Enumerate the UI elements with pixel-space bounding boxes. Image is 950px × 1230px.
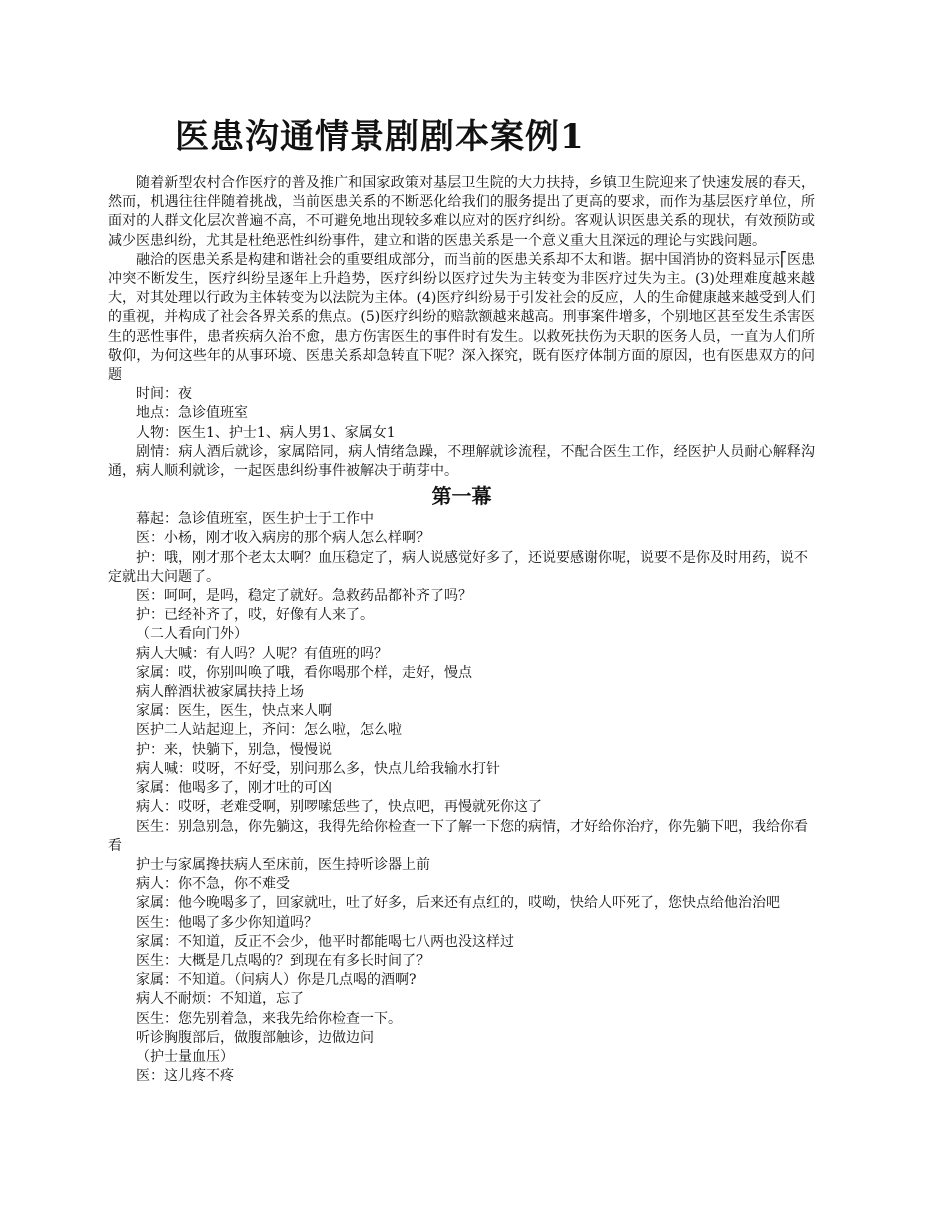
script-line: 病人：你不急，你不难受 [136, 876, 290, 893]
script-line: 医生：您先别着急，来我先给你检查一下。 [136, 1010, 402, 1027]
stage-direction: 听诊胸腹部后，做腹部触诊，边做边问 [136, 1029, 374, 1046]
script-line: 护：已经补齐了，哎，好像有人来了。 [136, 607, 374, 624]
setting-location: 地点：急诊值班室 [136, 405, 248, 422]
script-line: 家属：医生，医生，快点来人啊 [136, 703, 332, 720]
act-heading: 第一幕 [431, 484, 492, 509]
script-line: 医生：他喝了多少你知道吗？ [136, 914, 318, 931]
script-line: 医护二人站起迎上，齐问：怎么啦，怎么啦 [136, 722, 402, 739]
stage-direction: （二人看向门外） [136, 626, 248, 643]
intro-paragraph-1: 随着新型农村合作医疗的普及推广和国家政策对基层卫生院的大力扶持，乡镇卫生院迎来了快速发展的春天，然而，机遇往往伴随着挑战，当前医患关系的不断恶化给我们的服务提出了更高的要求，而作为基层医疗单位，所面对的人群文化层次普遍不高，不可避免地出现较多难以应对的医疗纠纷。客观认识医患关系的现状，有效预防或减少医患纠纷，尤其是杜绝恶性纠纷事件，建立和谐的医患关系是一个意义重大且深远的理论与实践问题。 [108, 175, 815, 249]
script-line: 幕起：急诊值班室，医生护士于工作中 [136, 511, 374, 528]
script-line: 医：呵呵，是吗，稳定了就好。急救药品都补齐了吗？ [136, 588, 472, 605]
setting-time: 时间：夜 [136, 386, 192, 403]
script-line: 医：小杨，刚才收入病房的那个病人怎么样啊？ [136, 530, 430, 547]
script-line: 医：这儿疼不疼 [136, 1068, 234, 1085]
script-line: 家属：哎，你别叫唤了哦，看你喝那个样，走好，慢点 [136, 664, 472, 681]
script-line: 病人不耐烦：不知道，忘了 [136, 991, 304, 1008]
script-line: 医生：大概是几点喝的？到现在有多长时间了？ [136, 952, 430, 969]
script-line: 病人喊：哎呀，不好受，别问那么多，快点儿给我输水打针 [136, 760, 500, 777]
script-line: 家属：不知道，反正不会少，他平时都能喝七八两也没这样过 [136, 933, 514, 950]
script-line: 病人：哎呀，老难受啊，别啰嗦恁些了，快点吧，再慢就死你这了 [136, 799, 542, 816]
script-line: 病人大喊：有人吗？人呢？有值班的吗？ [136, 645, 388, 662]
setting-characters: 人物：医生1、护士1、病人男1、家属女1 [136, 424, 396, 441]
stage-direction: 病人醉酒状被家属扶持上场 [136, 684, 304, 701]
document-title: 医患沟通情景剧剧本案例1 [175, 117, 585, 157]
script-line: 护：哦，刚才那个老太太啊？血压稳定了，病人说感觉好多了，还说要感谢你呢，说要不是你及时用药，说不定就出大问题了。 [108, 549, 808, 585]
script-line: 护：来，快躺下，别急，慢慢说 [136, 741, 332, 758]
stage-direction: （护士量血压） [136, 1048, 234, 1065]
stage-direction: 护士与家属搀扶病人至床前，医生持听诊器上前 [136, 856, 430, 873]
plot-summary: 剧情：病人酒后就诊，家属陪同，病人情绪急躁，不理解就诊流程，不配合医生工作，经医护人员耐心解释沟通，病人顺利就诊，一起医患纠纷事件被解决于萌芽中。 [108, 443, 815, 480]
script-line: 医生：别急别急，你先躺这，我得先给你检查一下了解一下您的病情，才好给你治疗，你先躺下吧，我给你看看 [108, 818, 808, 854]
script-line: 家属：不知道。（问病人）你是几点喝的酒啊? [136, 972, 417, 989]
script-line: 家属：他今晚喝多了，回家就吐，吐了好多，后来还有点红的，哎呦，快给人吓死了，您快点给他治治吧 [136, 895, 780, 912]
document-body [108, 174, 815, 1086]
intro-paragraph-2: 融洽的医患关系是构建和谐社会的重要组成部分，而当前的医患关系却不太和谐。据中国消协的资料显示⎡医患冲突不断发生，医疗纠纷呈逐年上升趋势，医疗纠纷以医疗过失为主转变为非医疗过失为主。(3)处理难度越来越大，对其处理以行政为主体转变为以法院为主体。(4)医疗纠纷易于引发社会的反应，人的生命健康越来越受到人们的重视，并构成了社会各界关系的焦点。(5)医疗纠纷的赔款额越来越高。刑事案件增多，个别地区甚至发生杀害医生的恶性事件，患者疾病久治不愈，患方伤害医生的事件时有发生。以救死扶伤为天职的医务人员，一直为人们所敬仰，为何这些年的从事环境、医患关系却急转直下呢？深入探究，既有医疗体制方面的原因，也有医患双方的问题 [108, 251, 815, 384]
script-line: 家属：他喝多了，刚才吐的可凶 [136, 780, 332, 797]
